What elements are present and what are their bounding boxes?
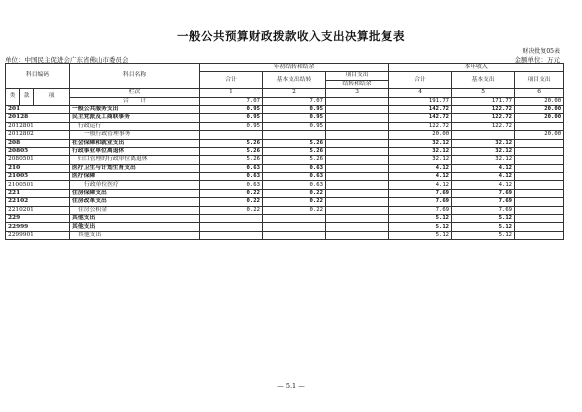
amount-c2: 0.63 — [263, 164, 326, 172]
amount-c5: 122.72 — [452, 105, 515, 113]
amount-c3 — [326, 223, 389, 231]
amount-c5: 32.12 — [452, 156, 515, 164]
amount-c4: 4.12 — [389, 181, 452, 189]
amount-c4: 142.72 — [389, 105, 452, 113]
subject-code: 229 — [6, 215, 70, 223]
amount-c4: 7.69 — [389, 189, 452, 197]
subject-code: 22999 — [6, 223, 70, 231]
amount-c1: 0.95 — [200, 105, 263, 113]
amount-c1 — [200, 231, 263, 239]
table-row — [6, 156, 564, 164]
amount-c3 — [326, 147, 389, 155]
amount-c2 — [263, 131, 326, 139]
amount-c4: 5.12 — [389, 231, 452, 239]
subject-code: 2299901 — [6, 231, 70, 239]
amount-c2 — [263, 223, 326, 231]
subject-name: 一般公共服务支出 — [70, 105, 200, 113]
amount-c3 — [326, 156, 389, 164]
subject-code: 210 — [6, 164, 70, 172]
header-income-total: 合计 — [389, 72, 452, 89]
amount-c6 — [515, 198, 564, 206]
amount-c4: 32.12 — [389, 147, 452, 155]
amount-c1: 5.26 — [200, 147, 263, 155]
amount-c4: 5.12 — [389, 215, 452, 223]
amount-c6: 20.00 — [515, 114, 564, 122]
amount-c5: 7.69 — [452, 189, 515, 197]
amount-c1 — [200, 223, 263, 231]
amount-c6 — [515, 164, 564, 172]
amount-c5: 7.69 — [452, 198, 515, 206]
amount-c2 — [263, 231, 326, 239]
header-income-basic: 基本支出 — [452, 72, 515, 89]
header-begin-project-line2: 结转和结余 — [326, 80, 389, 88]
header-group-begin: 年初结转和结余 — [200, 64, 389, 72]
amount-c4: 142.72 — [389, 114, 452, 122]
amount-c6 — [515, 231, 564, 239]
header-subject-code: 科目编码 — [6, 64, 70, 89]
total-c2: 7.07 — [263, 97, 326, 105]
subject-name: 一般行政管理事务 — [70, 131, 200, 139]
amount-c1: 0.22 — [200, 189, 263, 197]
header-begin-total: 合计 — [200, 72, 263, 89]
amount-c3 — [326, 122, 389, 130]
header-xiang: 项 — [34, 89, 70, 106]
page-footer: — 5.1 — — [277, 382, 305, 390]
amount-c1: 0.95 — [200, 122, 263, 130]
amount-c4: 20.00 — [389, 131, 452, 139]
amount-c5: 5.12 — [452, 223, 515, 231]
subject-code: 22102 — [6, 198, 70, 206]
subject-name: 其他支出 — [70, 215, 200, 223]
amount-c5: 122.72 — [452, 114, 515, 122]
total-c3 — [326, 97, 389, 105]
amount-c6 — [515, 223, 564, 231]
amount-c6 — [515, 181, 564, 189]
table-row — [6, 231, 564, 239]
amount-c5: 4.12 — [452, 164, 515, 172]
header-lei: 类 — [6, 89, 20, 106]
amount-c5: 122.72 — [452, 122, 515, 130]
table-row — [6, 206, 564, 214]
amount-c4: 4.12 — [389, 173, 452, 181]
header-kuan: 款 — [20, 89, 34, 106]
table-row — [6, 173, 564, 181]
amount-c2: 0.22 — [263, 206, 326, 214]
amount-c6 — [515, 122, 564, 130]
col-num-2: 2 — [263, 89, 326, 97]
table-row — [6, 215, 564, 223]
amount-c3 — [326, 164, 389, 172]
amount-c5: 4.12 — [452, 181, 515, 189]
amount-c6 — [515, 139, 564, 147]
amount-c1: 0.63 — [200, 181, 263, 189]
amount-c1: 0.63 — [200, 164, 263, 172]
amount-c3 — [326, 139, 389, 147]
subject-code: 2012801 — [6, 122, 70, 130]
col-num-1: 1 — [200, 89, 263, 97]
amount-c1 — [200, 131, 263, 139]
amount-c2: 0.63 — [263, 173, 326, 181]
table-row — [6, 164, 564, 172]
amount-c4: 122.72 — [389, 122, 452, 130]
amount-c1: 0.22 — [200, 198, 263, 206]
amount-c6: 20.00 — [515, 105, 564, 113]
amount-c5: 5.12 — [452, 231, 515, 239]
subject-name: 其他支出 — [70, 231, 200, 239]
subject-code: 201 — [6, 105, 70, 113]
page-title: 一般公共预算财政拨款收入支出决算批复表 — [177, 29, 405, 43]
amount-c3 — [326, 231, 389, 239]
table-row — [6, 105, 564, 113]
subject-name: 医疗保障 — [70, 173, 200, 181]
table-row — [6, 223, 564, 231]
amount-c1: 0.63 — [200, 173, 263, 181]
total-c1: 7.07 — [200, 97, 263, 105]
amount-c2: 0.22 — [263, 198, 326, 206]
amount-c4: 5.12 — [389, 223, 452, 231]
subject-code: 21005 — [6, 173, 70, 181]
amount-c3 — [326, 198, 389, 206]
subject-code: 208 — [6, 139, 70, 147]
amount-c6 — [515, 189, 564, 197]
amount-c5 — [452, 131, 515, 139]
amount-c2: 5.26 — [263, 156, 326, 164]
amount-c3 — [326, 173, 389, 181]
amount-c2 — [263, 215, 326, 223]
amount-c2: 5.26 — [263, 139, 326, 147]
amount-c5: 5.12 — [452, 215, 515, 223]
amount-c3 — [326, 206, 389, 214]
amount-c3 — [326, 215, 389, 223]
amount-c6: 20.00 — [515, 131, 564, 139]
header-lanci: 栏次 — [70, 89, 200, 97]
table-row — [6, 147, 564, 155]
subject-name: 民主党派及工商联事务 — [70, 114, 200, 122]
total-c5: 171.77 — [452, 97, 515, 105]
amount-c1: 0.95 — [200, 114, 263, 122]
form-number: 财决批复05表 — [522, 48, 560, 55]
amount-c2: 5.26 — [263, 147, 326, 155]
amount-c5: 32.12 — [452, 139, 515, 147]
table-row — [6, 198, 564, 206]
amount-c3 — [326, 181, 389, 189]
subject-name: 医疗卫生与计划生育支出 — [70, 164, 200, 172]
table-row — [6, 122, 564, 130]
header-group-income: 本年收入 — [389, 64, 564, 72]
subject-name: 归口管理的行政单位离退休 — [70, 156, 200, 164]
table-row — [6, 181, 564, 189]
amount-c6 — [515, 215, 564, 223]
subject-name: 住房保障支出 — [70, 189, 200, 197]
amount-c3 — [326, 131, 389, 139]
amount-c6 — [515, 206, 564, 214]
col-num-6: 6 — [515, 89, 564, 97]
amount-c4: 4.12 — [389, 164, 452, 172]
table-row — [6, 189, 564, 197]
amount-c6 — [515, 173, 564, 181]
subject-code: 2210201 — [6, 206, 70, 214]
unit-name: 单位：中国民主促进会广东省佛山市委员会 — [5, 56, 129, 64]
col-num-3: 3 — [326, 89, 389, 97]
amount-c4: 7.69 — [389, 198, 452, 206]
amount-c3 — [326, 114, 389, 122]
amount-c2: 0.95 — [263, 105, 326, 113]
amount-c4: 32.12 — [389, 139, 452, 147]
subject-code: 20128 — [6, 114, 70, 122]
subject-name: 行政单位医疗 — [70, 181, 200, 189]
approval-table — [5, 63, 564, 240]
amount-c4: 32.12 — [389, 156, 452, 164]
amount-c3 — [326, 189, 389, 197]
subject-name: 社会保障和就业支出 — [70, 139, 200, 147]
header-subject-name: 科目名称 — [70, 64, 200, 89]
amount-c1: 5.26 — [200, 156, 263, 164]
amount-c5: 4.12 — [452, 173, 515, 181]
subject-code: 2012802 — [6, 131, 70, 139]
subject-name: 住房改革支出 — [70, 198, 200, 206]
subject-name: 行政运行 — [70, 122, 200, 130]
subject-code: 2080501 — [6, 156, 70, 164]
amount-c1: 5.26 — [200, 139, 263, 147]
table-row — [6, 131, 564, 139]
amount-unit: 金额单位：万元 — [514, 56, 560, 64]
total-c4: 191.77 — [389, 97, 452, 105]
col-num-4: 4 — [389, 89, 452, 97]
table-row — [6, 139, 564, 147]
amount-c2: 0.22 — [263, 189, 326, 197]
amount-c6 — [515, 147, 564, 155]
header-income-project: 项目支出 — [515, 72, 564, 89]
subject-name: 住房公积金 — [70, 206, 200, 214]
subject-name: 其他支出 — [70, 223, 200, 231]
table-row — [6, 114, 564, 122]
subject-code: 2100501 — [6, 181, 70, 189]
header-begin-basic: 基本支出结转 — [263, 72, 326, 89]
total-c6: 20.00 — [515, 97, 564, 105]
total-label: 合 计 — [70, 97, 200, 105]
amount-c5: 32.12 — [452, 147, 515, 155]
amount-c2: 0.95 — [263, 122, 326, 130]
amount-c2: 0.63 — [263, 181, 326, 189]
amount-c6 — [515, 156, 564, 164]
amount-c5: 7.69 — [452, 206, 515, 214]
amount-c1 — [200, 215, 263, 223]
amount-c4: 7.69 — [389, 206, 452, 214]
col-num-5: 5 — [452, 89, 515, 97]
subject-code: 221 — [6, 189, 70, 197]
subject-name: 行政事业单位离退休 — [70, 147, 200, 155]
header-begin-project-line1: 项目支出 — [326, 72, 389, 80]
amount-c3 — [326, 105, 389, 113]
amount-c2: 0.95 — [263, 114, 326, 122]
amount-c1: 0.22 — [200, 206, 263, 214]
subject-code: 20805 — [6, 147, 70, 155]
